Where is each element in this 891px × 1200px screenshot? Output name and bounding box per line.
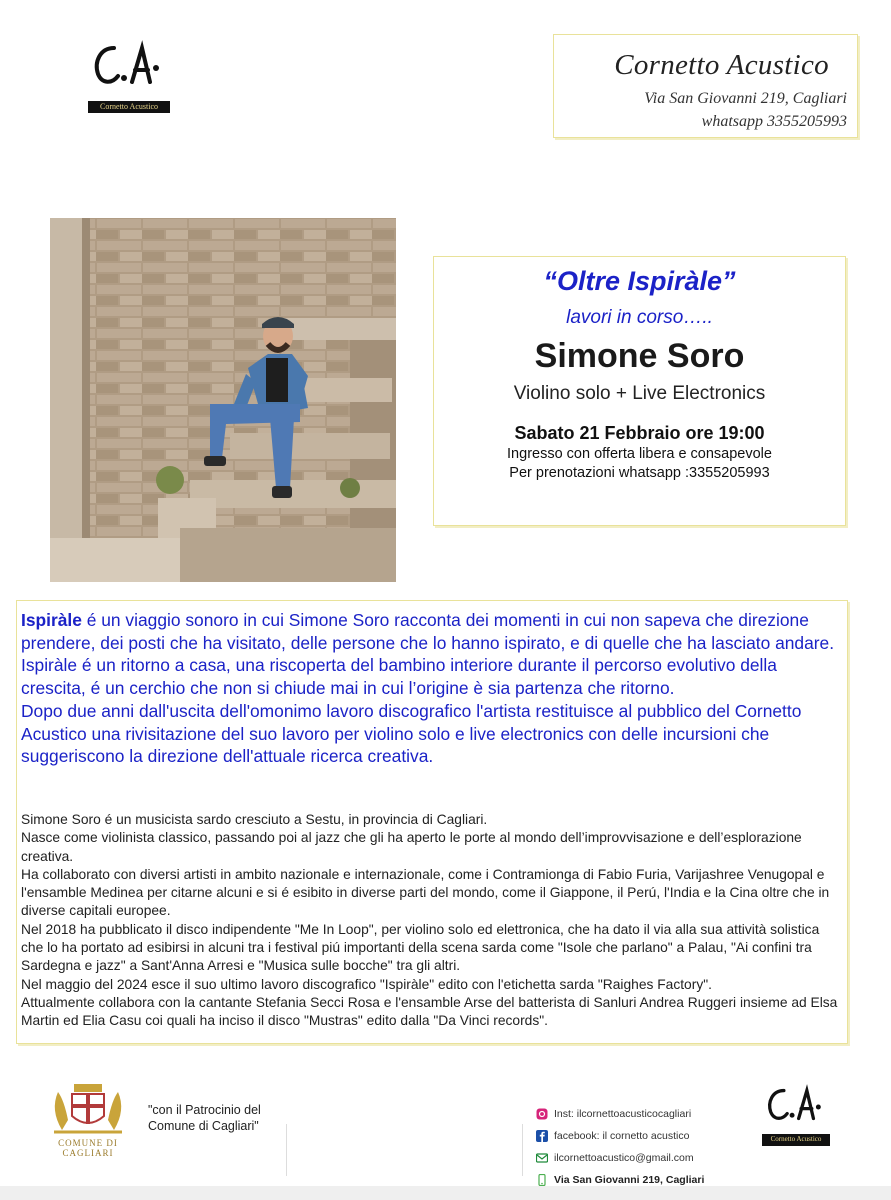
logo-mark: [88, 40, 172, 96]
footer-divider: [286, 1124, 287, 1176]
bio-line: Ha collaborato con diversi artisti in ambito nazionale e internazionale, come i Contramionga di Fabio Furia, Varijashree Venugopal e l'ensamble Medinea per citarne alcuni e si é esibito in diverse parti del mondo, come il Giappone, il Perú, l'India e la Cina oltre che in diverse capitali europee.: [21, 866, 830, 919]
bottom-strip: [0, 1186, 891, 1200]
email-address[interactable]: ilcornettoacustico@gmail.com: [554, 1152, 694, 1164]
artist-photo: [50, 218, 396, 582]
artist-bio: [21, 811, 843, 1031]
artist-name: Simone Soro: [534, 337, 745, 375]
contacts: [536, 1103, 736, 1191]
bio-line: Nel 2018 ha pubblicato il disco indipendente "Me In Loop", per violino solo ed elettronica, che ha dato il via alla sua attività solistica che lo ha portato ad esibirsi in alcuni tra i festival piú importanti della scena sarda come "Isole che parlano" a Palau, "Ai confini tra Sardegna e jazz" a Sant'Anna Arresi e "Musica sulle bocche" tra gli altri.: [21, 921, 820, 974]
logo-plate: Cornetto Acustico: [762, 1134, 830, 1146]
venue-box: [553, 34, 858, 138]
logo-mark-graphic: [762, 1084, 832, 1130]
description-paragraph-1: [21, 609, 843, 654]
comune-label: COMUNE DI CAGLIARI: [58, 1138, 118, 1158]
logo-bottom: [762, 1084, 832, 1150]
phone-icon: [536, 1174, 548, 1186]
event-entry: Ingresso con offerta libera e consapevole: [507, 446, 772, 462]
event-box: [433, 256, 846, 526]
email-row[interactable]: [536, 1147, 736, 1169]
description-paragraph-2: Ispiràle é un ritorno a casa, una riscoperta del bambino interiore durante il percorso evolutivo della crescita, é un cerchio che non si chiude mai in cui l’origine è sia partenza che ritorno.: [21, 655, 777, 699]
description-box: [16, 600, 848, 1044]
facebook-icon: [536, 1130, 548, 1142]
facebook-page[interactable]: facebook: il cornetto acustico: [554, 1130, 690, 1142]
bio-line: Attualmente collabora con la cantante Stefania Secci Rosa e l'ensamble Arse del batterista di Sanluri Andrea Ruggeri insieme ad Elsa Martin ed Elia Casu coi quali ha inciso il disco "Mustras" edito dalla "Da Vinci records".: [21, 994, 838, 1029]
instagram-row[interactable]: [536, 1103, 736, 1125]
logo-top: [84, 40, 172, 116]
footer-address: Via San Giovanni 219, Cagliari: [554, 1174, 705, 1186]
venue-name: Cornetto Acustico: [614, 49, 829, 81]
logo-mark-graphic: [88, 40, 172, 96]
description-intro: [21, 609, 843, 768]
comune-crest: [40, 1080, 136, 1158]
bio-line: Nel maggio del 2024 esce il suo ultimo lavoro discografico "Ispiràle" edito con l'etichetta sarda "Raighes Factory".: [21, 976, 712, 992]
email-icon: [536, 1152, 548, 1164]
facebook-row[interactable]: [536, 1125, 736, 1147]
venue-address: Via San Giovanni 219, Cagliari: [644, 90, 847, 107]
logo-plate: Cornetto Acustico: [88, 101, 170, 113]
description-lead-word: Ispiràle: [21, 610, 82, 630]
instagram-icon: [536, 1108, 548, 1120]
venue-whatsapp: whatsapp 3355205993: [701, 113, 847, 130]
event-instrument: Violino solo + Live Electronics: [513, 383, 766, 404]
description-paragraph-1-text: é un viaggio sonoro in cui Simone Soro racconta dei momenti in cui non sapeva che direzione prendere, dei posti che ha visitato, delle persone che lo hanno ispirato, e di quelle che ha lasciato andare.: [21, 610, 835, 653]
footer-divider: [522, 1124, 523, 1176]
bio-line: Simone Soro é un musicista sardo cresciuto a Sestu, in provincia di Cagliari.: [21, 812, 488, 827]
coat-of-arms-icon: [40, 1080, 136, 1136]
event-booking: Per prenotazioni whatsapp :3355205993: [509, 465, 770, 481]
instagram-handle[interactable]: Inst: ilcornettoacusticocagliari: [554, 1108, 692, 1120]
event-date: Sabato 21 Febbraio ore 19:00: [514, 423, 765, 443]
bio-line: Nasce come violinista classico, passando poi al jazz che gli ha aperto le porte al mondo dell’improvvisazione e dell’esplorazione creativa.: [21, 830, 802, 864]
patronage-text: "con il Patrocinio del Comune di Cagliari": [148, 1103, 261, 1133]
description-paragraph-3: Dopo due anni dall'uscita dell'omonimo lavoro discografico l'artista restituisce al pubblico del Cornetto Acustico una rivisitazione del suo lavoro per violino solo e live electronics con delle incursioni che suggeriscono la direzione dell'attuale ricerca creativa.: [21, 700, 802, 767]
event-subtitle: lavori in corso…..: [566, 307, 713, 328]
event-title: “Oltre Ispiràle”: [543, 266, 736, 296]
